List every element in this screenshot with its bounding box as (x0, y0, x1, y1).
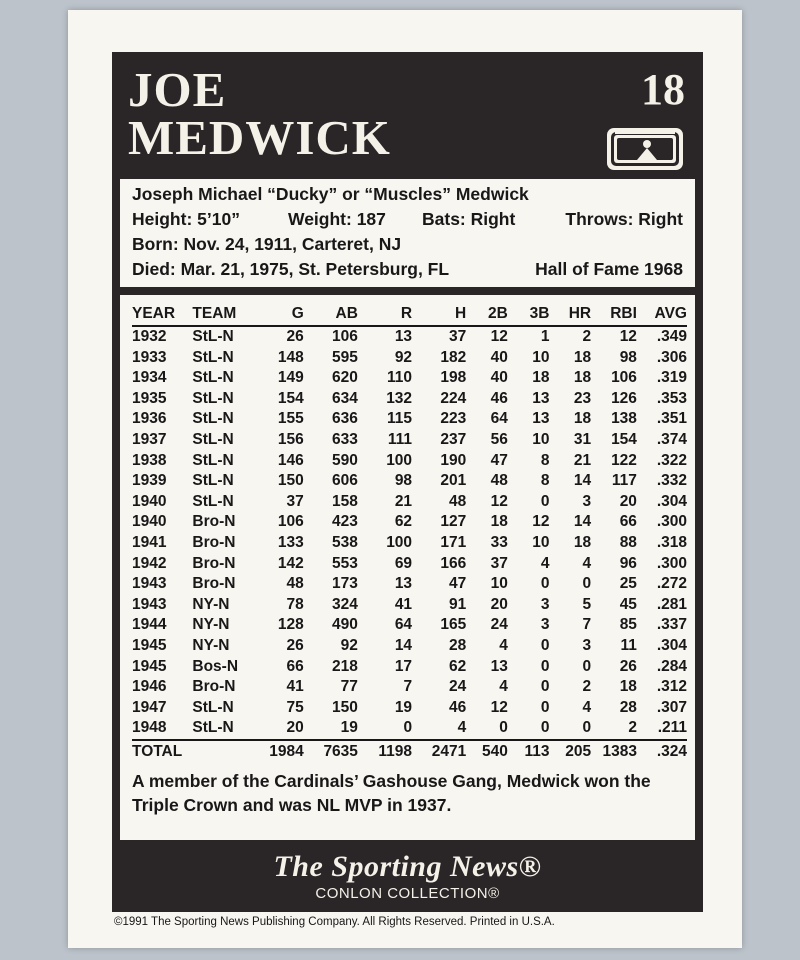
stat-cell: 166 (440, 554, 467, 572)
total-cell (192, 740, 257, 763)
table-row (132, 512, 687, 533)
stat-cell: 1945 (132, 657, 167, 675)
hall-of-fame-text: Hall of Fame 1968 (535, 259, 683, 279)
stat-cell: StL-N (192, 492, 234, 510)
stat-cell: 3 (582, 492, 592, 510)
stat-cell: StL-N (192, 451, 234, 469)
stat-cell: 18 (573, 410, 592, 428)
stat-cell: 13 (394, 575, 413, 593)
stat-cell: 47 (490, 451, 508, 469)
stat-cell: 0 (540, 636, 550, 654)
stat-cell: 75 (286, 698, 304, 716)
career-blurb: A member of the Cardinals’ Gashouse Gang, Medwick won the Triple Crown and was NL MVP in 1937. (132, 771, 651, 815)
stat-cell: 4 (499, 678, 508, 696)
mlb-logo-icon (607, 128, 683, 170)
total-cell: 1383 (591, 740, 637, 763)
player-name (128, 62, 391, 165)
stat-cell: 24 (448, 678, 467, 696)
stat-cell: 40 (490, 348, 508, 366)
stat-cell: StL-N (192, 348, 234, 366)
table-row (132, 389, 687, 410)
stat-cell: 47 (448, 575, 467, 593)
stat-cell: 13 (490, 657, 508, 675)
died-text: Died: Mar. 21, 1975, St. Petersburg, FL (132, 259, 450, 279)
stat-cell: 98 (394, 472, 413, 490)
stat-cell: 69 (394, 554, 413, 572)
stat-cell: 110 (387, 369, 413, 387)
stat-cell: 2 (628, 719, 637, 737)
player-last-name: MEDWICK (128, 110, 391, 165)
stat-cell: .304 (656, 636, 687, 654)
stat-cell: 126 (611, 389, 637, 407)
stat-cell: 106 (277, 513, 304, 531)
stat-cell: 10 (490, 575, 508, 593)
stat-cell: 590 (332, 451, 358, 469)
header-3b: 3B (508, 303, 550, 326)
stat-cell: 12 (619, 328, 637, 345)
stat-cell: 223 (440, 410, 467, 428)
stat-cell: 8 (540, 472, 550, 490)
header-hr: HR (549, 303, 591, 326)
baseball-card-back (68, 10, 742, 948)
table-row (132, 554, 687, 575)
stat-cell: 20 (286, 719, 304, 737)
career-stats-table (132, 303, 687, 763)
stat-cell: 18 (573, 533, 592, 551)
stat-cell: 18 (532, 369, 550, 387)
stat-cell: 4 (457, 719, 467, 737)
stat-cell: 20 (490, 595, 508, 613)
stat-cell: 18 (619, 678, 637, 696)
physical-line (132, 209, 683, 231)
table-row (132, 348, 687, 369)
stat-cell: 138 (611, 410, 637, 428)
stats-panel (120, 295, 695, 840)
stat-cell: 490 (332, 616, 358, 634)
stat-cell: 25 (619, 575, 637, 593)
stat-cell: 0 (540, 575, 550, 593)
stat-cell: 218 (332, 657, 358, 675)
stat-cell: 1 (540, 328, 550, 345)
stat-cell: 634 (332, 389, 358, 407)
table-row (132, 574, 687, 595)
stat-cell: 4 (582, 554, 592, 572)
stat-cell: StL-N (192, 698, 234, 716)
table-row (132, 430, 687, 451)
stat-cell: 0 (582, 657, 592, 675)
stat-cell: Bro-N (192, 533, 236, 551)
stat-cell: .300 (656, 554, 687, 572)
stat-cell: 1936 (132, 410, 167, 428)
stat-cell: 1939 (132, 472, 167, 490)
stat-cell: 198 (440, 369, 467, 387)
stat-cell: 1937 (132, 430, 167, 448)
stat-cell: 0 (582, 575, 592, 593)
stat-cell: 66 (286, 657, 304, 675)
stat-cell: 4 (582, 698, 592, 716)
total-cell: 113 (508, 740, 550, 763)
table-row (132, 409, 687, 430)
total-cell: 1198 (358, 740, 412, 763)
stat-cell: 48 (448, 492, 467, 510)
total-cell: 205 (549, 740, 591, 763)
stat-cell: 154 (611, 430, 637, 448)
stat-cell: 106 (611, 369, 637, 387)
player-first-name: JOE (128, 62, 227, 117)
stat-cell: 0 (540, 492, 550, 510)
stat-cell: 92 (394, 348, 413, 366)
stat-cell: 2 (582, 328, 592, 345)
stat-cell: NY-N (192, 636, 230, 654)
stat-cell: .351 (656, 410, 687, 428)
stat-cell: 150 (277, 472, 304, 490)
header-2b: 2B (466, 303, 508, 326)
stat-cell: 62 (394, 513, 413, 531)
stat-cell: 150 (332, 698, 358, 716)
stat-cell: 28 (619, 698, 637, 716)
stat-cell: 553 (332, 554, 358, 572)
stat-cell: .332 (656, 472, 687, 490)
bats-text: Bats: Right (422, 209, 516, 229)
stat-cell: 106 (332, 328, 358, 345)
table-row (132, 615, 687, 636)
stat-cell: 18 (573, 369, 592, 387)
total-cell: 2471 (412, 740, 466, 763)
card-number: 18 (641, 65, 685, 114)
stat-cell: 0 (540, 719, 550, 737)
stat-cell: 3 (582, 636, 592, 654)
stat-cell: 56 (490, 430, 508, 448)
header-team: TEAM (192, 303, 257, 326)
stat-cell: 37 (448, 328, 467, 345)
stat-cell: 41 (286, 678, 304, 696)
stat-cell: 48 (490, 472, 508, 490)
stat-cell: 8 (540, 451, 550, 469)
stat-cell: StL-N (192, 472, 234, 490)
stat-cell: 155 (277, 410, 304, 428)
stat-cell: 19 (394, 698, 413, 716)
stat-cell: 100 (386, 451, 413, 469)
stat-cell: .374 (656, 430, 687, 448)
stat-cell: 5 (582, 595, 592, 613)
stat-cell: 0 (540, 698, 550, 716)
header-g: G (257, 303, 304, 326)
stat-cell: 26 (286, 328, 304, 345)
stat-cell: 1945 (132, 636, 167, 654)
stat-cell: 1946 (132, 678, 167, 696)
table-row (132, 368, 687, 389)
stat-cell: 1938 (132, 451, 167, 469)
stat-cell: 40 (490, 369, 508, 387)
stat-cell: 10 (532, 533, 550, 551)
header-h: H (412, 303, 466, 326)
stat-cell: 142 (277, 554, 304, 572)
stat-cell: 1943 (132, 595, 167, 613)
stat-cell: 17 (394, 657, 413, 675)
table-row (132, 451, 687, 472)
stat-cell: Bro-N (192, 678, 236, 696)
stat-cell: 12 (532, 513, 550, 531)
stat-cell: 48 (286, 575, 304, 593)
conlon-collection-text: CONLON COLLECTION® (315, 885, 500, 902)
stat-cell: 1943 (132, 575, 167, 593)
stat-cell: 122 (611, 451, 637, 469)
header-rbi: RBI (591, 303, 637, 326)
stat-cell: 4 (540, 554, 550, 572)
table-row (132, 492, 687, 513)
stat-cell: .353 (656, 389, 687, 407)
card-frame (112, 52, 703, 912)
header-year: YEAR (132, 303, 192, 326)
stat-cell: 13 (532, 389, 550, 407)
stat-cell: 1940 (132, 492, 167, 510)
total-cell: 1984 (257, 740, 304, 763)
stat-cell: 12 (490, 328, 508, 345)
header-r: R (358, 303, 412, 326)
stat-cell: 24 (490, 616, 508, 634)
stat-cell: 26 (286, 636, 304, 654)
height-text: Height: 5’10” (132, 209, 240, 229)
total-cell: 540 (466, 740, 508, 763)
stat-cell: 28 (448, 636, 467, 654)
stat-cell: 18 (573, 348, 592, 366)
table-row (132, 657, 687, 678)
stat-cell: 21 (394, 492, 413, 510)
stat-cell: 0 (582, 719, 592, 737)
full-name: Joseph Michael “Ducky” or “Muscles” Medwick (132, 184, 529, 204)
stat-cell: 149 (277, 369, 304, 387)
stat-cell: 46 (448, 698, 467, 716)
stat-cell: NY-N (192, 595, 230, 613)
stat-cell: 158 (332, 492, 358, 510)
table-row (132, 718, 687, 740)
stat-cell: 33 (490, 533, 508, 551)
stat-cell: .281 (656, 595, 687, 613)
stat-cell: 37 (286, 492, 304, 510)
table-row (132, 698, 687, 719)
stat-cell: 538 (332, 533, 358, 551)
stat-cell: 132 (386, 389, 413, 407)
header-avg: AVG (637, 303, 687, 326)
stat-cell: 146 (277, 451, 304, 469)
stat-cell: .272 (656, 575, 687, 593)
stat-cell: 111 (387, 430, 413, 448)
total-cell: TOTAL (132, 740, 192, 763)
stat-cell: 190 (440, 451, 467, 469)
sporting-news-branding (112, 850, 703, 904)
stat-cell: 62 (448, 657, 467, 675)
stat-cell: 13 (532, 410, 550, 428)
stat-cell: Bro-N (192, 513, 236, 531)
stat-cell: 4 (499, 636, 508, 654)
stat-cell: 117 (611, 472, 637, 490)
table-row (132, 636, 687, 657)
stat-cell: 1948 (132, 719, 167, 737)
stat-cell: 7 (403, 678, 413, 696)
stat-cell: 154 (277, 389, 304, 407)
stat-cell: .211 (657, 719, 687, 737)
stat-cell: 0 (499, 719, 508, 737)
stat-cell: Bos-N (192, 657, 239, 675)
born-text: Born: Nov. 24, 1911, Carteret, NJ (132, 234, 402, 254)
total-cell: 7635 (304, 740, 358, 763)
stat-cell: 1947 (132, 698, 167, 716)
stat-cell: .284 (656, 657, 687, 675)
stat-cell: 620 (332, 369, 358, 387)
stat-cell: 1940 (132, 513, 167, 531)
total-cell: .324 (637, 740, 687, 763)
table-row (132, 326, 687, 348)
stat-cell: 98 (619, 348, 637, 366)
stat-cell: 31 (573, 430, 592, 448)
stat-cell: 3 (540, 616, 550, 634)
stats-header-row (132, 303, 687, 326)
stat-cell: 37 (490, 554, 508, 572)
stat-cell: StL-N (192, 410, 234, 428)
stat-cell: 100 (386, 533, 413, 551)
copyright-text: ©1991 The Sporting News Publishing Company. All Rights Reserved. Printed in U.S.A. (114, 916, 555, 928)
stat-cell: 3 (540, 595, 550, 613)
stat-cell: 1932 (132, 328, 167, 345)
stat-cell: 0 (540, 657, 550, 675)
stat-cell: 0 (540, 678, 550, 696)
stat-cell: 66 (619, 513, 637, 531)
stat-cell: .319 (656, 369, 687, 387)
stat-cell: 12 (490, 492, 508, 510)
stat-cell: 127 (440, 513, 467, 531)
stat-cell: 2 (582, 678, 592, 696)
stat-cell: .322 (656, 451, 687, 469)
stat-cell: 115 (387, 410, 413, 428)
stat-cell: 156 (277, 430, 304, 448)
stat-cell: 20 (619, 492, 637, 510)
stat-cell: 13 (394, 328, 413, 345)
stat-cell: Bro-N (192, 575, 236, 593)
stat-cell: StL-N (192, 328, 234, 345)
stat-cell: .312 (656, 678, 687, 696)
stat-cell: 85 (619, 616, 637, 634)
died-line (132, 259, 683, 281)
stat-cell: 64 (490, 410, 508, 428)
stat-cell: 14 (573, 513, 592, 531)
stat-cell: 11 (620, 636, 637, 654)
stat-cell: StL-N (192, 389, 234, 407)
stat-cell: 14 (573, 472, 592, 490)
header-ab: AB (304, 303, 358, 326)
stat-cell: 78 (286, 595, 304, 613)
bio-panel (120, 179, 695, 287)
stat-cell: 595 (332, 348, 358, 366)
stat-cell: StL-N (192, 430, 234, 448)
weight-text: Weight: 187 (288, 209, 386, 229)
stat-cell: NY-N (192, 616, 230, 634)
stat-cell: 224 (440, 389, 467, 407)
stat-cell: 10 (532, 348, 550, 366)
stat-cell: 1933 (132, 348, 167, 366)
stat-cell: 64 (394, 616, 413, 634)
stat-cell: StL-N (192, 719, 234, 737)
stat-cell: 41 (394, 595, 413, 613)
table-row (132, 677, 687, 698)
stat-cell: 171 (440, 533, 467, 551)
stat-cell: 77 (340, 678, 358, 696)
totals-row (132, 740, 687, 763)
stat-cell: 91 (448, 595, 467, 613)
stat-cell: 173 (332, 575, 358, 593)
stat-cell: 7 (582, 616, 592, 634)
stat-cell: 633 (332, 430, 358, 448)
table-row (132, 471, 687, 492)
stat-cell: 636 (332, 410, 358, 428)
stat-cell: 606 (332, 472, 358, 490)
stat-cell: 237 (440, 430, 467, 448)
stat-cell: 128 (277, 616, 304, 634)
stat-cell: 1944 (132, 616, 167, 634)
stat-cell: 18 (490, 513, 508, 531)
stat-cell: 96 (619, 554, 637, 572)
stat-cell: 148 (277, 348, 304, 366)
table-row (132, 533, 687, 554)
stat-cell: 324 (332, 595, 358, 613)
stat-cell: 26 (619, 657, 637, 675)
throws-text: Throws: Right (565, 209, 683, 229)
stat-cell: 182 (440, 348, 467, 366)
stat-cell: 46 (490, 389, 508, 407)
stat-cell: .300 (656, 513, 687, 531)
stat-cell: 423 (332, 513, 358, 531)
stat-cell: 1941 (132, 533, 167, 551)
stat-cell: 1935 (132, 389, 167, 407)
stat-cell: 1934 (132, 369, 167, 387)
stat-cell: 10 (532, 430, 550, 448)
stat-cell: Bro-N (192, 554, 236, 572)
stat-cell: 88 (619, 533, 637, 551)
stat-cell: 45 (619, 595, 637, 613)
stat-cell: 133 (277, 533, 304, 551)
stat-cell: .349 (656, 328, 687, 345)
stat-cell: 1942 (132, 554, 167, 572)
stat-cell: 12 (490, 698, 508, 716)
stat-cell: 165 (440, 616, 467, 634)
stat-cell: .304 (656, 492, 687, 510)
stat-cell: 201 (440, 472, 467, 490)
stat-cell: 0 (403, 719, 413, 737)
table-row (132, 595, 687, 616)
stat-cell: .318 (656, 533, 687, 551)
stat-cell: 23 (573, 389, 592, 407)
stat-cell: 92 (340, 636, 358, 654)
stat-cell: .307 (656, 698, 687, 716)
sporting-news-logo: The Sporting News® (273, 850, 542, 883)
stat-cell: .337 (656, 616, 687, 634)
stat-cell: .306 (656, 348, 687, 366)
stat-cell: 19 (340, 719, 358, 737)
stat-cell: 21 (573, 451, 592, 469)
stat-cell: 14 (394, 636, 413, 654)
stat-cell: StL-N (192, 369, 234, 387)
